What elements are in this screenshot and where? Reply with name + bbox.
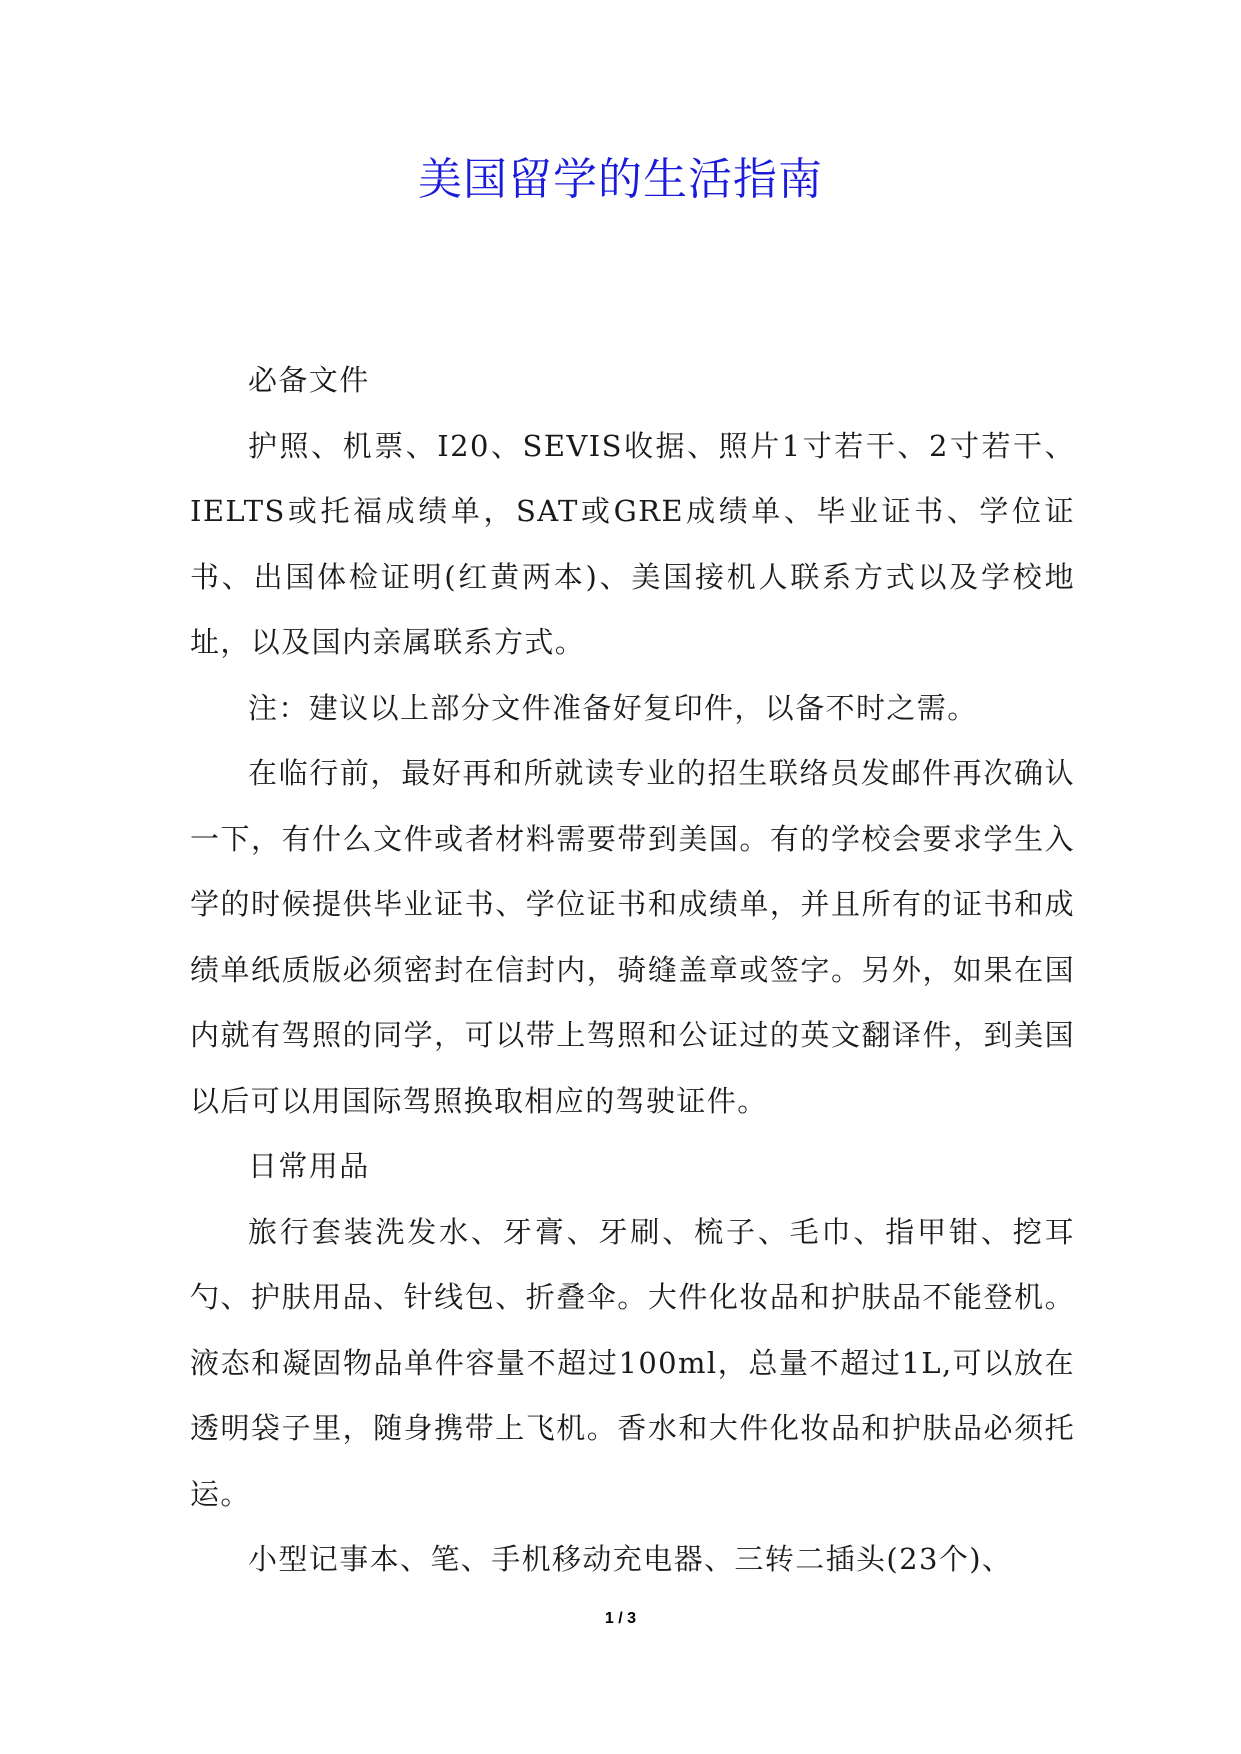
paragraph-small-items: 小型记事本、笔、手机移动充电器、三转二插头(23个)、 [248, 1542, 1013, 1576]
page-number: 1 / 3 [604, 1610, 637, 1627]
paragraph-document-list: 护照、机票、I20、SEVIS收据、照片1寸若干、2寸若干、IELTS或托福成绩单，SAT或GRE成绩单、毕业证书、学位证书、出国体检证明(红黄两本)、美国接机人联系方式以及学校地址，以及国内亲属联系方式。 [190, 428, 1075, 659]
document-body [190, 348, 1075, 1593]
paragraph-note: 注：建议以上部分文件准备好复印件，以备不时之需。 [248, 690, 978, 725]
document-title: 美国留学的生活指南 [418, 154, 823, 205]
paragraph-toiletries: 旅行套装洗发水、牙膏、牙刷、梳子、毛巾、指甲钳、挖耳勺、护肤用品、针线包、折叠伞。大件化妆品和护肤品不能登机。液态和凝固物品单件容量不超过100ml，总量不超过1L,可以放在透明袋子里，随身携带上飞机。香水和大件化妆品和护肤品必须托运。 [190, 1214, 1075, 1511]
paragraph-before-departure: 在临行前，最好再和所就读专业的招生联络员发邮件再次确认一下，有什么文件或者材料需要带到美国。有的学校会要求学生入学的时候提供毕业证书、学位证书和成绩单，并且所有的证书和成绩单纸质版必须密封在信封内，骑缝盖章或签字。另外，如果在国内就有驾照的同学，可以带上驾照和公证过的英文翻译件，到美国以后可以用国际驾照换取相应的驾驶证件。 [190, 756, 1075, 1118]
section-heading-required-documents: 必备文件 [248, 363, 370, 397]
section-heading-daily-items: 日常用品 [248, 1149, 370, 1183]
